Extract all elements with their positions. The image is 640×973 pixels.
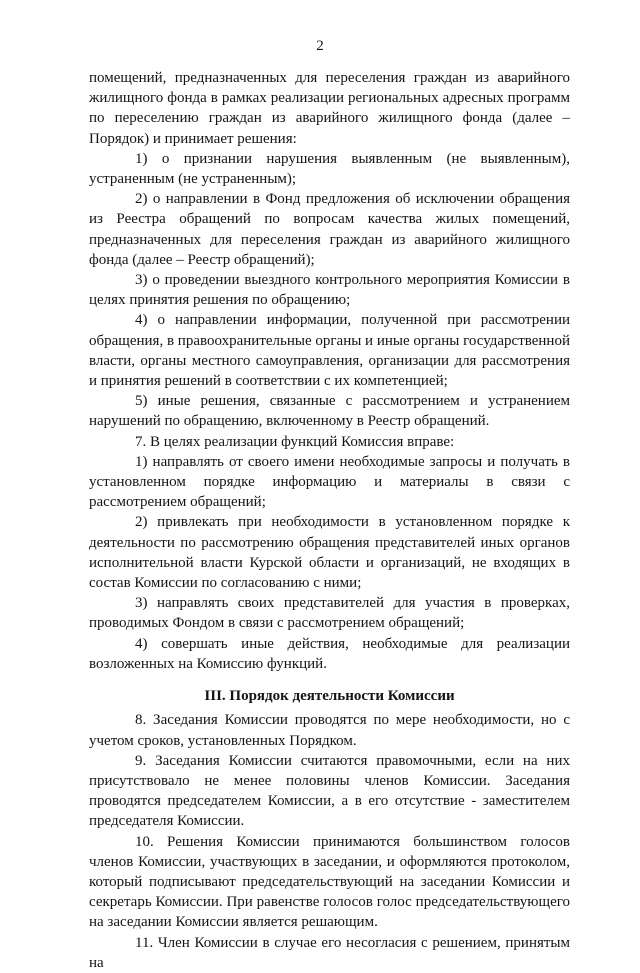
paragraph: 3) о проведении выездного контрольного мероприятия Комиссии в целях принятия решения по обращению; [89,272,570,309]
paragraph: 4) о направлении информации, полученной при рассмотрении обращения, в правоохранительные органы и иные органы государственной власти, органы местного самоуправления, организации для рассмотрения и принятия решений в соответствии с их компетенцией; [89,312,570,390]
document-body [89,68,570,973]
paragraph: 3) направлять своих представителей для участия в проверках, проводимых Фондом в связи с рассмотрением обращений; [89,595,570,632]
paragraph: 5) иные решения, связанные с рассмотрением и устранением нарушений по обращению, включенному в Реестр обращений. [89,393,570,430]
paragraph: 9. Заседания Комиссии считаются правомочными, если на них присутствовало не менее половины членов Комиссии. Заседания проводятся председателем Комиссии, а в его отсутствие - заместителем председателя Комиссии. [89,752,570,830]
paragraph: 2) о направлении в Фонд предложения об исключении обращения из Реестра обращений по вопросам качества жилых помещений, предназначенных для переселения граждан из аварийного жилищного фонда (далее – Реестр обращений); [89,191,570,268]
paragraphs-before-section [89,68,570,674]
section-heading: III. Порядок деятельности Комиссии [204,688,455,705]
paragraph: 7. В целях реализации функций Комиссия вправе: [135,433,455,450]
paragraph: 1) направлять от своего имени необходимые запросы и получать в установленном порядке информацию и материалы в связи с рассмотрением обращений; [89,453,570,511]
paragraphs-after-section [89,710,570,973]
paragraph: 2) привлекать при необходимости в установленном порядке к деятельности по рассмотрению обращения представителей иных органов исполнительной власти Курской области и организаций, не входящих в состав Комиссии по согласованию с ними; [89,514,570,592]
paragraph: 11. Член Комиссии в случае его несогласия с решением, принятым на [89,934,570,971]
paragraph: помещений, предназначенных для переселения граждан из аварийного жилищного фонда в рамках реализации региональных адресных программ по переселению граждан из аварийного жилищного фонда (далее – Порядок) и принимает решения: [89,70,570,147]
paragraph: 1) о признании нарушения выявленным (не выявленным), устраненным (не устраненным); [89,150,570,188]
paragraph: 4) совершать иные действия, необходимые для реализации возложенных на Комиссию функций. [89,635,570,672]
paragraph: 8. Заседания Комиссии проводятся по мере необходимости, но с учетом сроков, установленных Порядком. [89,712,570,749]
paragraph: 10. Решения Комиссии принимаются большинством голосов членов Комиссии, участвующих в заседании, и оформляются протоколом, который подписывают председательствующий на заседании Комиссии и секретарь Комиссии. При равенстве голосов голос председательствующего на заседании Комиссии является решающим. [89,833,570,931]
page-number: 2 [316,38,324,54]
